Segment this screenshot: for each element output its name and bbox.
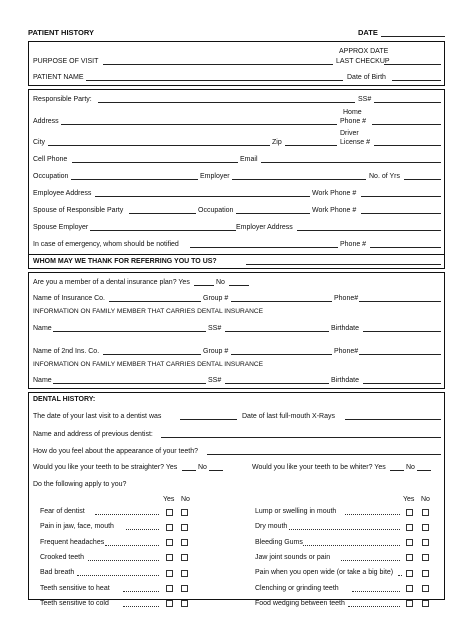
spouse-occupation-field[interactable] <box>236 213 310 214</box>
leader-dots <box>352 591 401 592</box>
years-label: No. of Yrs <box>369 173 400 180</box>
whiter-no-label: No <box>406 464 415 471</box>
insurance-no-label: No <box>216 279 225 286</box>
condition-label: Fear of dentist <box>40 508 85 515</box>
family-birthdate-label: Birthdate <box>331 325 360 332</box>
family-info-label: INFORMATION ON FAMILY MEMBER THAT CARRIES DENTAL INSURANCE <box>33 308 264 315</box>
straighter-label: Would you like your teeth to be straighter? Yes <box>33 464 178 471</box>
ins-phone-label: Phone# <box>334 295 359 302</box>
dental-history-title: DENTAL HISTORY: <box>33 396 96 403</box>
zip-field[interactable] <box>285 145 337 146</box>
prev-dentist-field[interactable] <box>161 437 441 438</box>
no-checkbox[interactable] <box>422 539 429 546</box>
occupation-label: Occupation <box>33 173 69 180</box>
no-checkbox[interactable] <box>181 539 188 546</box>
yes-checkbox[interactable] <box>406 509 413 516</box>
employer-label: Employer <box>200 173 230 180</box>
last-checkup-field[interactable] <box>384 64 441 65</box>
condition-label: Food wedging between teeth <box>255 599 345 607</box>
ss-label: SS# <box>358 96 372 103</box>
yes-checkbox[interactable] <box>406 570 413 577</box>
left-no-header: No <box>181 496 190 503</box>
last-visit-label: The date of your last visit to a dentist was <box>33 413 162 420</box>
ins-phone-field[interactable] <box>359 301 441 302</box>
leader-dots <box>123 591 160 592</box>
insurance-name-label: Name of Insurance Co. <box>33 295 105 302</box>
emergency-field[interactable] <box>190 247 338 248</box>
referral-label: WHOM MAY WE THANK FOR REFERRING YOU TO US? <box>33 258 217 265</box>
no-checkbox[interactable] <box>422 509 429 516</box>
leader-dots <box>289 529 401 530</box>
driver-label: Driver <box>340 130 359 137</box>
condition-label: Clenching or grinding teeth <box>255 584 339 592</box>
xrays-label: Date of last full-mouth X-Rays <box>242 413 335 420</box>
spouse-occupation-label: Occupation <box>198 207 234 214</box>
condition-label: Bleeding Gums <box>255 538 303 546</box>
family-birthdate-field[interactable] <box>363 331 441 332</box>
yes-checkbox[interactable] <box>406 524 413 531</box>
family-info2-label: INFORMATION ON FAMILY MEMBER THAT CARRIES DENTAL INSURANCE <box>33 361 264 368</box>
family2-birthdate-label: Birthdate <box>331 377 360 384</box>
no-checkbox[interactable] <box>181 570 188 577</box>
leader-dots <box>341 560 400 561</box>
no-checkbox[interactable] <box>422 600 429 607</box>
whiter-label: Would you like your teeth to be whiter? Yes <box>252 464 386 471</box>
leader-dots <box>303 545 401 546</box>
family2-ss-field[interactable] <box>225 383 329 384</box>
leader-dots <box>126 529 159 530</box>
work-phone-label: Work Phone # <box>312 190 357 197</box>
family2-birthdate-field[interactable] <box>363 383 441 384</box>
condition-label: Dry mouth <box>255 523 288 531</box>
spouse-work-phone-field[interactable] <box>361 213 441 214</box>
page-title: PATIENT HISTORY <box>28 28 94 37</box>
condition-label: Lump or swelling in mouth <box>255 508 337 515</box>
family2-name-field[interactable] <box>53 383 206 384</box>
home-phone-field[interactable] <box>372 124 441 125</box>
condition-label: Bad breath <box>40 569 75 577</box>
email-field[interactable] <box>261 162 441 163</box>
no-checkbox[interactable] <box>181 509 188 516</box>
date-label: DATE <box>358 28 378 37</box>
no-checkbox[interactable] <box>181 524 188 531</box>
no-checkbox[interactable] <box>181 600 188 607</box>
yes-checkbox[interactable] <box>166 509 173 516</box>
left-yes-header: Yes <box>163 496 175 503</box>
leader-dots <box>345 514 401 515</box>
approx-date-label: APPROX DATE <box>339 48 389 55</box>
spouse-party-label: Spouse of Responsible Party <box>33 207 124 214</box>
zip-label: Zip <box>272 139 282 146</box>
address-label: Address <box>33 118 59 125</box>
yes-checkbox[interactable] <box>166 585 173 592</box>
prev-dentist-label: Name and address of previous dentist: <box>33 431 153 438</box>
ins2-phone-field[interactable] <box>359 354 441 355</box>
employee-address-field[interactable] <box>95 196 310 197</box>
spouse-employer-field[interactable] <box>90 230 236 231</box>
emergency-label: In case of emergency, whom should be notified <box>33 241 179 248</box>
spouse-work-phone-label: Work Phone # <box>312 207 357 214</box>
condition-label: Crooked teeth <box>40 553 84 561</box>
no-checkbox[interactable] <box>181 585 188 592</box>
home-label: Home <box>343 109 362 116</box>
purpose-label: PURPOSE OF VISIT <box>33 58 99 65</box>
condition-label: Pain in jaw, face, mouth <box>40 523 114 531</box>
insurance-name-field[interactable] <box>109 301 201 302</box>
group2-label: Group # <box>203 348 229 355</box>
referral-field[interactable] <box>246 264 441 265</box>
condition-label: Teeth sensitive to heat <box>40 584 110 592</box>
email-label: Email <box>240 156 258 163</box>
insurance-no-field[interactable] <box>229 285 249 286</box>
family2-name-label: Name <box>33 377 52 384</box>
spouse-employer-label: Spouse Employer <box>33 224 89 231</box>
license-label: License # <box>340 139 370 146</box>
apply-label: Do the following apply to you? <box>33 481 127 488</box>
right-no-header: No <box>421 496 430 503</box>
yes-checkbox[interactable] <box>166 554 173 561</box>
home-phone-label: Phone # <box>340 118 367 125</box>
cell-phone-field[interactable] <box>72 162 238 163</box>
xrays-field[interactable] <box>345 419 441 420</box>
responsible-party-field[interactable] <box>98 102 355 103</box>
family-name-field[interactable] <box>53 331 206 332</box>
address-field[interactable] <box>61 124 337 125</box>
last-checkup-label: LAST CHECKUP <box>336 58 390 65</box>
employee-address-label: Employee Address <box>33 190 92 197</box>
family2-ss-label: SS# <box>208 377 222 384</box>
group-field[interactable] <box>231 301 332 302</box>
group2-field[interactable] <box>231 354 332 355</box>
responsible-party-label: Responsible Party: <box>33 96 92 103</box>
no-checkbox[interactable] <box>422 570 429 577</box>
yes-checkbox[interactable] <box>166 539 173 546</box>
insurance2-name-field[interactable] <box>103 354 201 355</box>
patient-name-field[interactable] <box>86 80 343 81</box>
patient-name-label: PATIENT NAME <box>33 74 84 81</box>
yes-checkbox[interactable] <box>406 554 413 561</box>
whiter-yes-field[interactable] <box>390 470 404 471</box>
work-phone-field[interactable] <box>361 196 441 197</box>
condition-label: Jaw joint sounds or pain <box>255 553 331 561</box>
straighter-yes-field[interactable] <box>182 470 196 471</box>
insurance-question: Are you a member of a dental insurance plan? Yes <box>33 279 190 286</box>
dob-field[interactable] <box>392 80 441 81</box>
leader-dots <box>105 545 159 546</box>
no-checkbox[interactable] <box>422 524 429 531</box>
no-checkbox[interactable] <box>422 554 429 561</box>
years-field[interactable] <box>404 179 441 180</box>
emergency-phone-label: Phone # <box>340 241 367 248</box>
appearance-label: How do you feel about the appearance of your teeth? <box>33 448 199 455</box>
insurance2-name-label: Name of 2nd Ins. Co. <box>33 348 100 355</box>
ins2-phone-label: Phone# <box>334 348 359 355</box>
condition-label: Frequent headaches <box>40 538 105 546</box>
emergency-phone-field[interactable] <box>370 247 441 248</box>
yes-checkbox[interactable] <box>166 600 173 607</box>
no-checkbox[interactable] <box>181 554 188 561</box>
dob-label: Date of Birth <box>347 74 386 81</box>
appearance-field[interactable] <box>207 454 441 455</box>
leader-dots <box>77 575 159 576</box>
yes-checkbox[interactable] <box>166 524 173 531</box>
purpose-field[interactable] <box>103 64 333 65</box>
straighter-no-field[interactable] <box>209 470 223 471</box>
leader-dots <box>95 514 160 515</box>
right-yes-header: Yes <box>403 496 415 503</box>
family-name-label: Name <box>33 325 52 332</box>
condition-label: Teeth sensitive to cold <box>40 599 109 607</box>
yes-checkbox[interactable] <box>406 600 413 607</box>
leader-dots <box>88 560 160 561</box>
condition-label: Pain when you open wide (or take a big bite) <box>255 569 394 577</box>
last-visit-field[interactable] <box>180 419 237 420</box>
city-label: City <box>33 139 46 146</box>
no-checkbox[interactable] <box>422 585 429 592</box>
employer-address-label: Employer Address <box>236 224 293 231</box>
leader-dots <box>123 606 160 607</box>
employer-field[interactable] <box>232 179 366 180</box>
leader-dots <box>348 606 400 607</box>
straighter-no-label: No <box>198 464 207 471</box>
spouse-party-field[interactable] <box>129 213 196 214</box>
leader-dots <box>398 575 402 576</box>
insurance-yes-field[interactable] <box>194 285 214 286</box>
license-field[interactable] <box>374 145 441 146</box>
group-label: Group # <box>203 295 229 302</box>
yes-checkbox[interactable] <box>166 570 173 577</box>
occupation-field[interactable] <box>71 179 198 180</box>
cell-phone-label: Cell Phone <box>33 156 68 163</box>
divider <box>28 254 445 255</box>
ss-field[interactable] <box>374 102 441 103</box>
employer-address-field[interactable] <box>297 230 441 231</box>
family-ss-field[interactable] <box>225 331 329 332</box>
whiter-no-field[interactable] <box>417 470 431 471</box>
family-ss-label: SS# <box>208 325 222 332</box>
yes-checkbox[interactable] <box>406 539 413 546</box>
yes-checkbox[interactable] <box>406 585 413 592</box>
date-field[interactable] <box>381 36 445 37</box>
city-field[interactable] <box>48 145 270 146</box>
